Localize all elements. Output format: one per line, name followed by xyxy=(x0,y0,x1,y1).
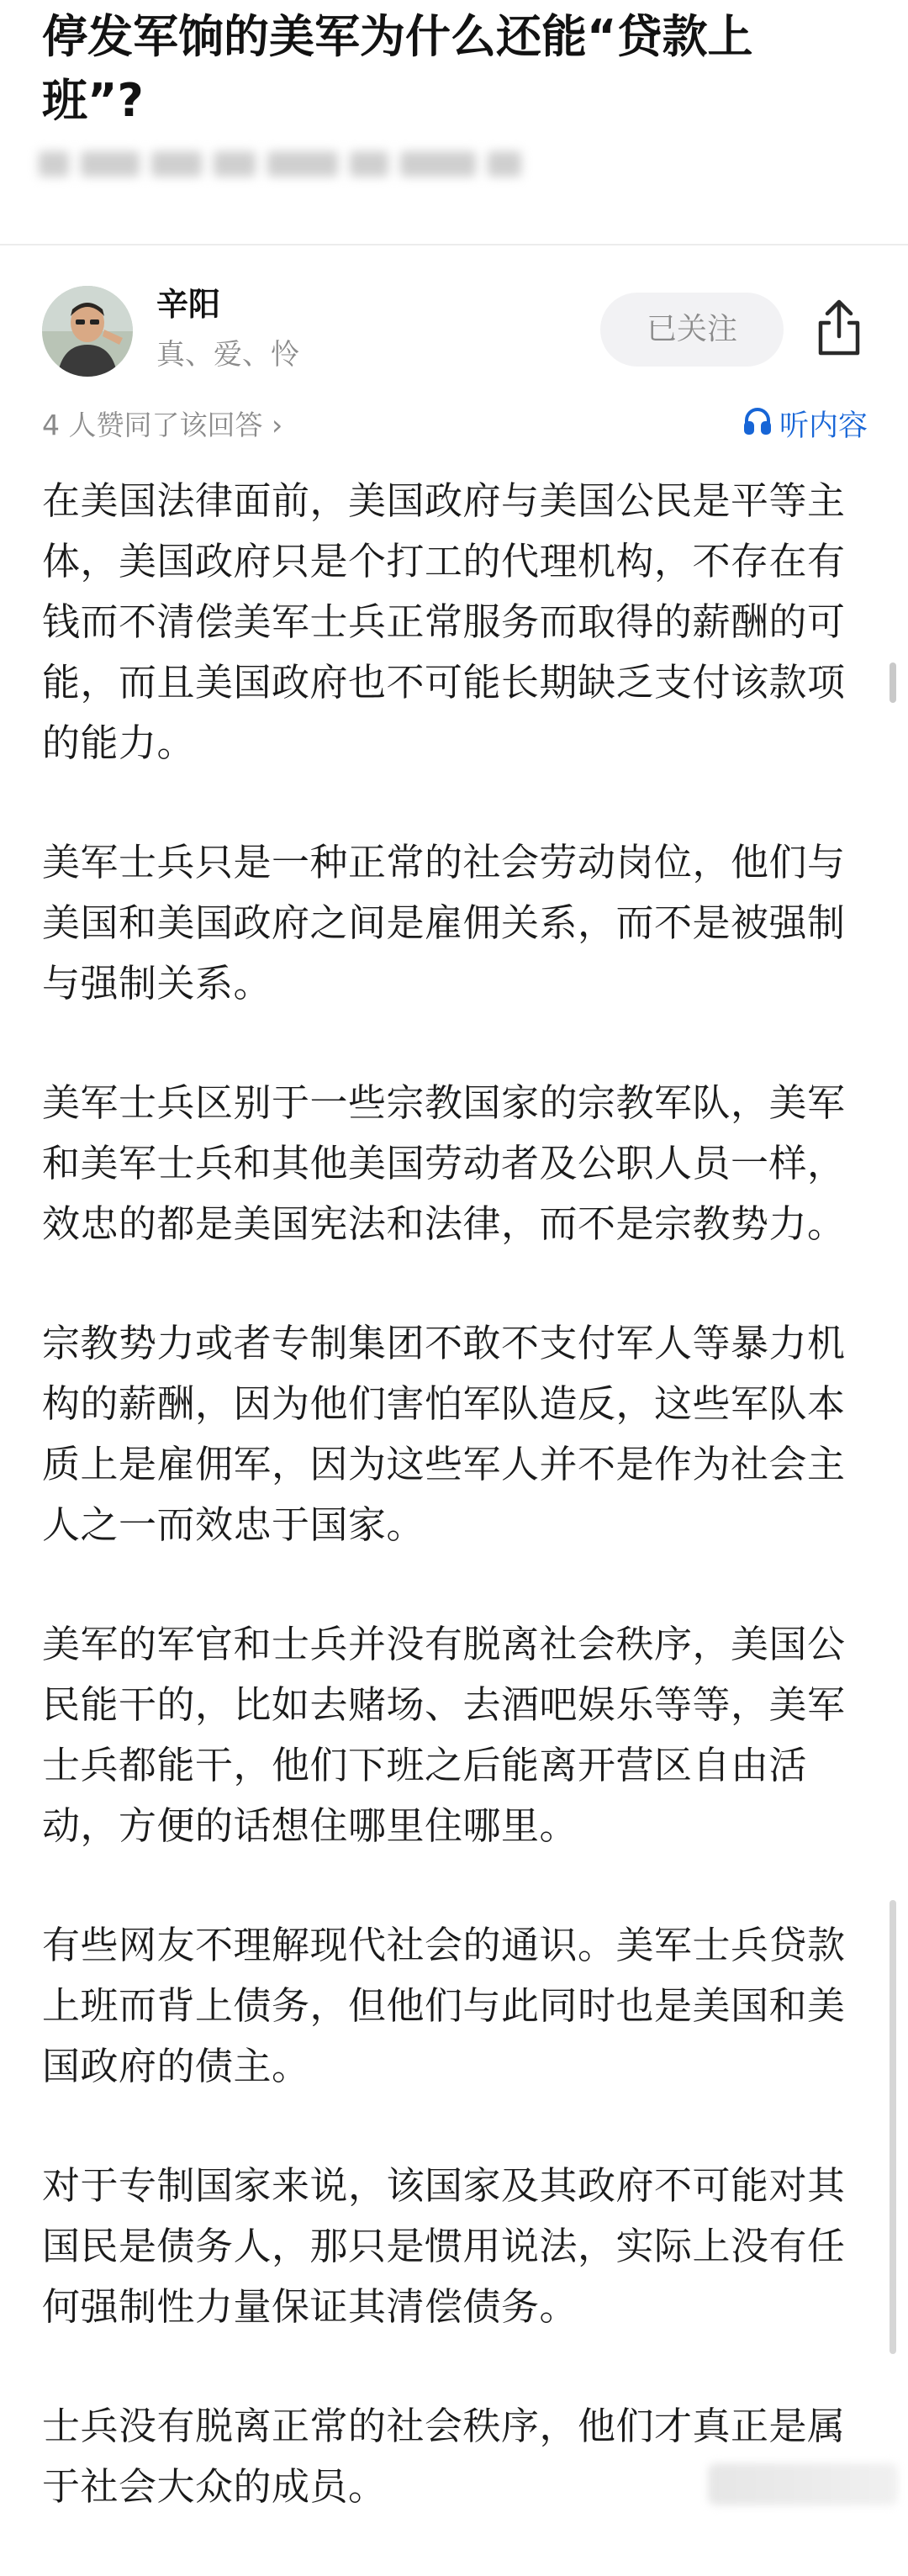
answer-paragraph: 美军的军官和士兵并没有脱离社会秩序，美国公民能干的，比如去赌场、去酒吧娱乐等等，美军士兵都能干，他们下班之后能离开营区自由活动，方便的话想住哪里住哪里。 xyxy=(42,1622,846,1848)
author-avatar[interactable] xyxy=(42,286,133,377)
listen-content-label: 听内容 xyxy=(779,409,868,443)
headphones-icon xyxy=(742,405,773,446)
follow-button[interactable]: 已关注 xyxy=(600,293,784,367)
author-bio: 真、爱、怜 xyxy=(156,338,299,372)
answer-paragraph: 有些网友不理解现代社会的通识。美军士兵贷款上班而背上债务，但他们与此同时也是美国和美国政府的债主。 xyxy=(42,1923,846,2088)
vote-count-link[interactable]: 4 人赞同了该回答 › xyxy=(42,409,283,441)
answer-paragraph: 宗教势力或者专制集团不敢不支付军人等暴力机构的薪酬，因为他们害怕军队造反，这些军队本质上是雇佣军，因为这些军人并不是作为社会主人之一而效忠于国家。 xyxy=(42,1321,846,1547)
answer-paragraph: 美军士兵区别于一些宗教国家的宗教军队，美军和美军士兵和其他美国劳动者及公职人员一样，效忠的都是美国宪法和法律，而不是宗教势力。 xyxy=(42,1080,846,1246)
answer-body xyxy=(42,471,873,2576)
listen-content-button[interactable] xyxy=(742,405,868,446)
author-name[interactable]: 辛阳 xyxy=(156,286,221,323)
blurred-watermark xyxy=(708,2463,898,2505)
scrollbar-thumb[interactable] xyxy=(890,662,896,703)
question-title: 停发军饷的美军为什么还能“贷款上班”? xyxy=(42,10,753,127)
answer-paragraph: 士兵没有脱离正常的社会秩序，他们才真正是属于社会大众的成员。 xyxy=(42,2404,846,2509)
scrollbar-track-segment[interactable] xyxy=(890,1900,896,2354)
answer-paragraph: 美军士兵只是一种正常的社会劳动岗位，他们与美国和美国政府之间是雇佣关系，而不是被强制与强制关系。 xyxy=(42,840,846,1006)
answer-paragraph: 在美国法律面前，美国政府与美国公民是平等主体，美国政府只是个打工的代理机构，不存在有钱而不清偿美军士兵正常服务而取得的薪酬的可能，而且美国政府也不可能长期缺乏支付该款项的能力。 xyxy=(42,478,846,765)
blurred-question-meta xyxy=(39,151,521,177)
section-divider xyxy=(0,244,908,245)
share-icon[interactable] xyxy=(812,298,866,358)
answer-paragraph: 对于专制国家来说，该国家及其政府不可能对其国民是债务人，那只是惯用说法，实际上没有任何强制性力量保证其清偿债务。 xyxy=(42,2163,846,2329)
